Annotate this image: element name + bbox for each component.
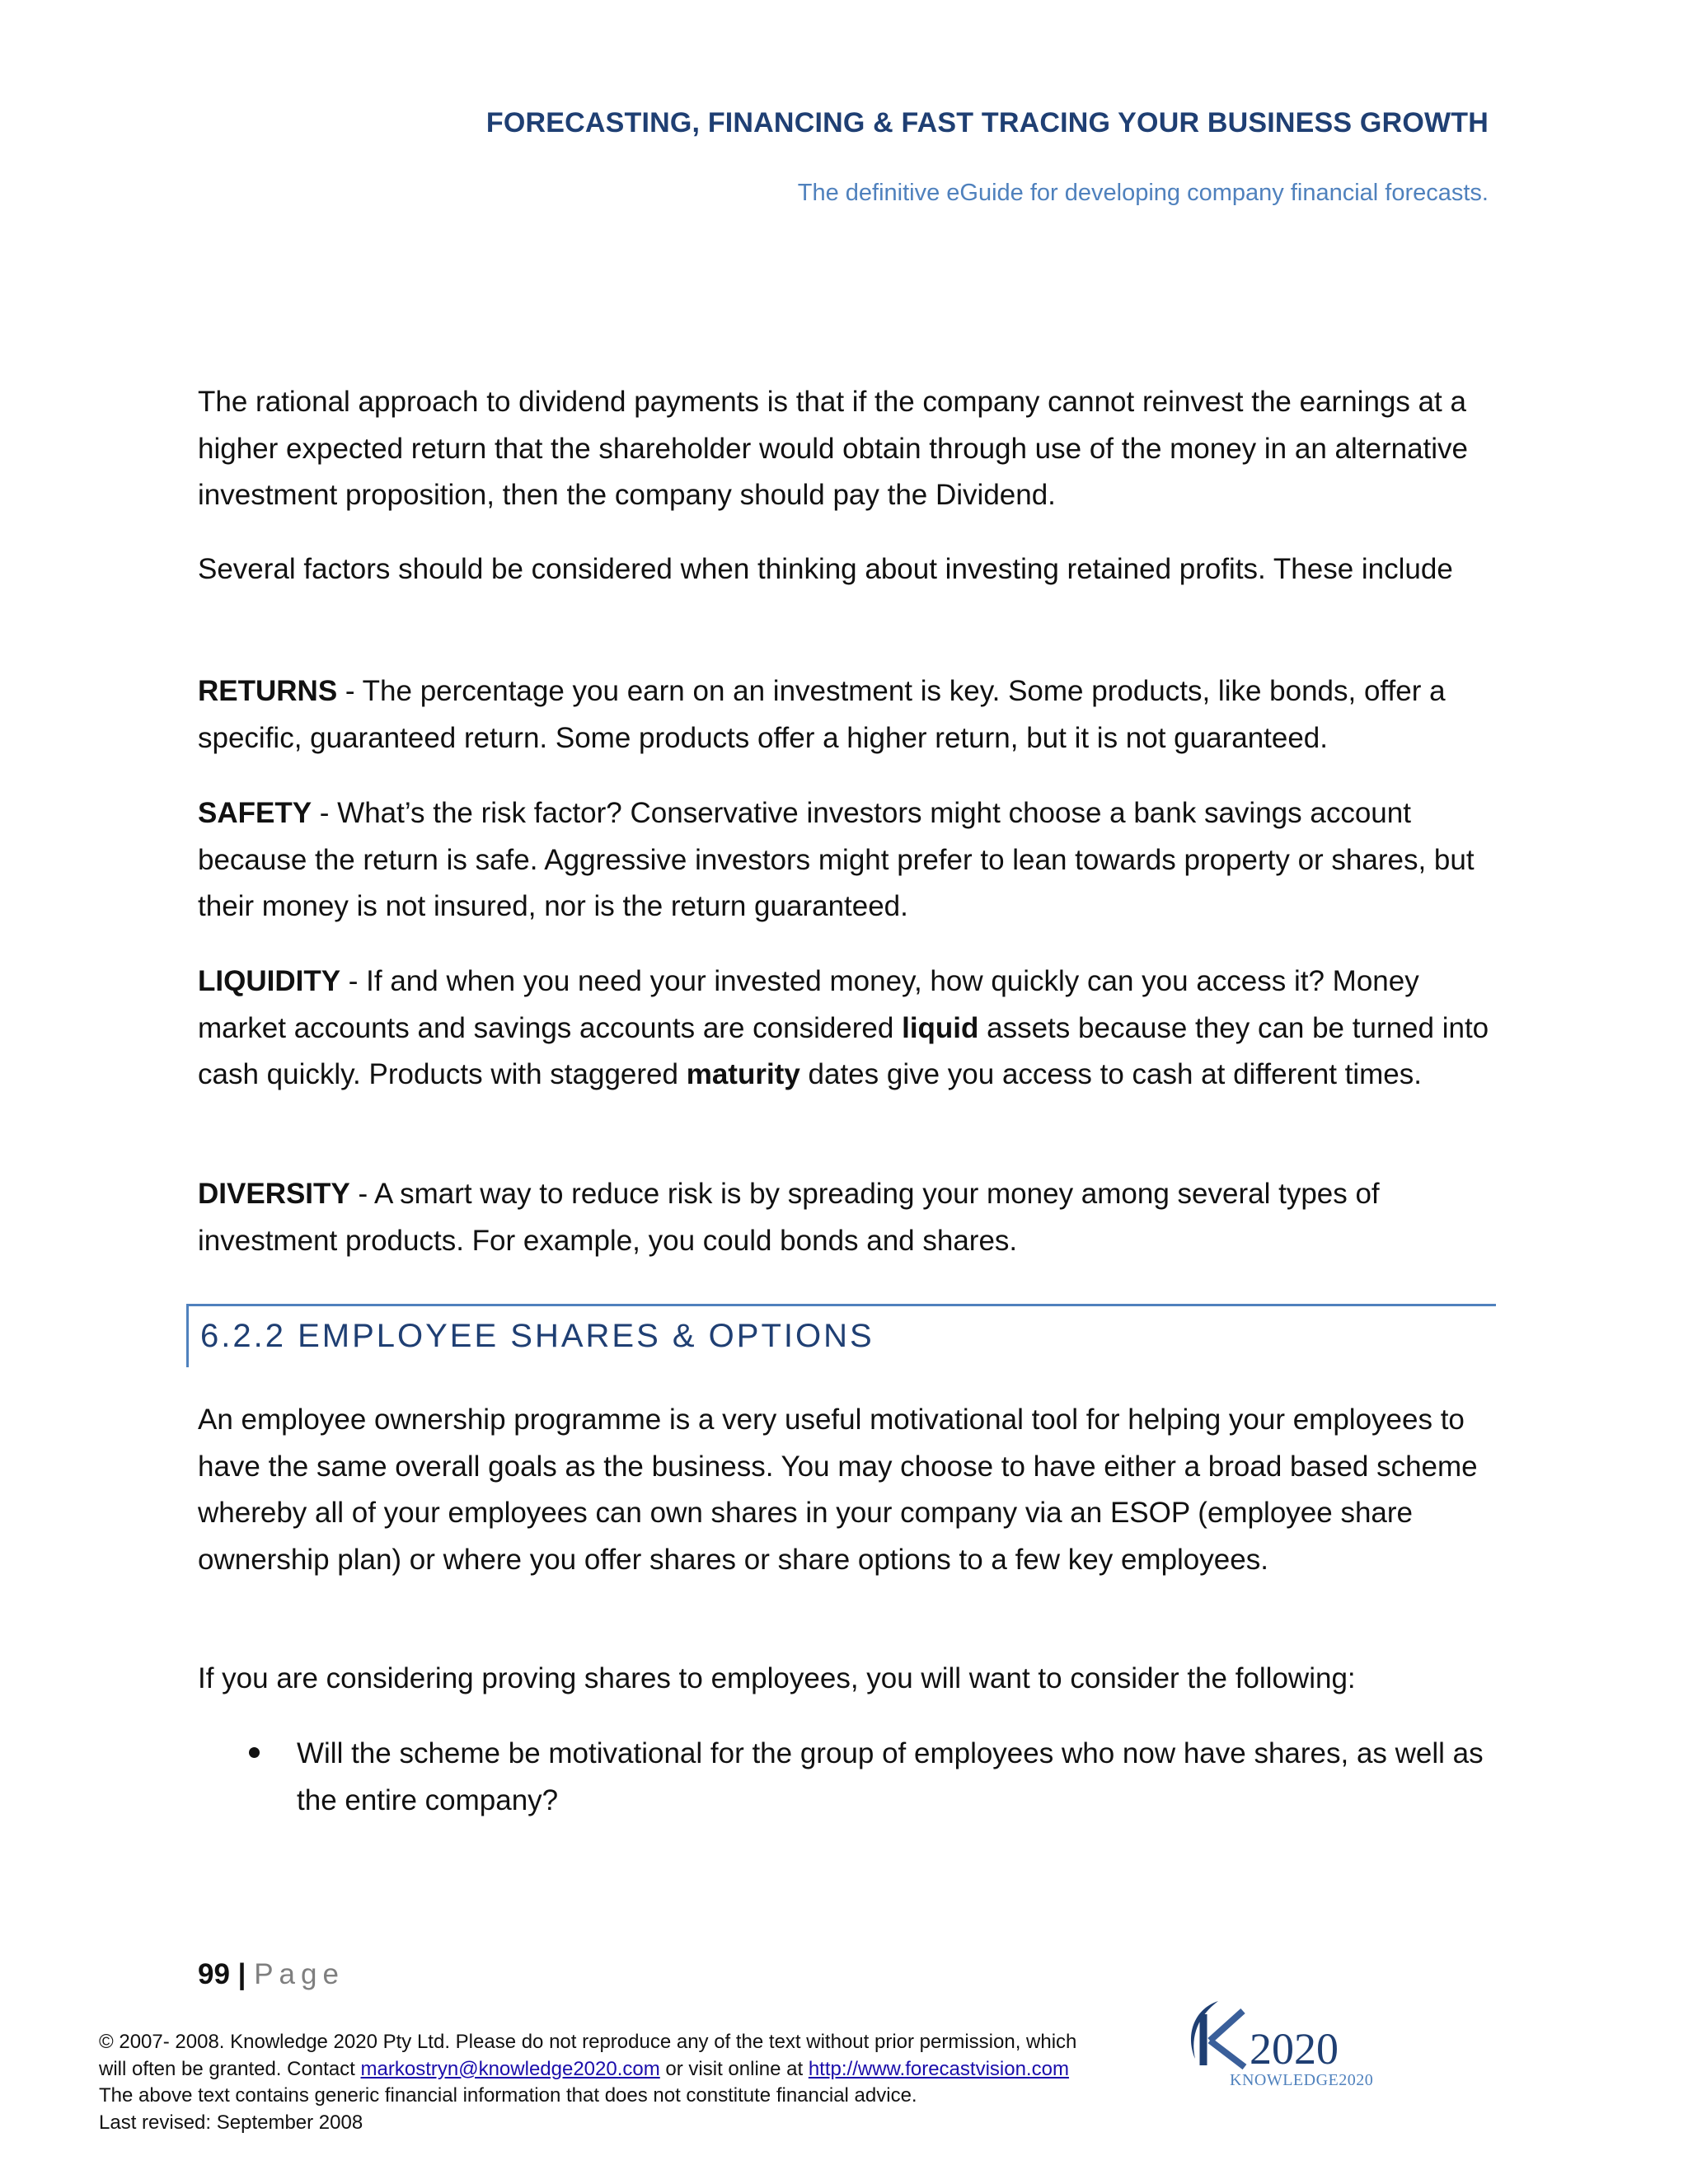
paragraph-text: The rational approach to dividend payments is that if the company cannot reinvest the earnings at a higher expected return that the shareholder would obtain through use of the money in an alternative investment proposition, then the company should pay the Dividend. <box>198 386 1469 511</box>
page-number-value: 99 <box>198 1958 230 1990</box>
term-safety: SAFETY <box>198 797 312 829</box>
paragraph-safety <box>198 790 1500 930</box>
paragraph-esop <box>198 1397 1500 1583</box>
footer-visit-text: or visit online at <box>659 2057 809 2080</box>
term-liquidity: LIQUIDITY <box>198 965 341 997</box>
list-item <box>198 1731 1500 1824</box>
section-heading-box <box>186 1304 1496 1367</box>
logo-k-arms-icon <box>1210 2011 1245 2067</box>
logo-mark-text: 2020 <box>1250 2024 1339 2074</box>
page-number-separator: | <box>229 1958 255 1990</box>
paragraph-liquidity <box>198 958 1500 1099</box>
section-heading: 6.2.2 EMPLOYEE SHARES & OPTIONS <box>200 1318 874 1354</box>
term-maturity: maturity <box>686 1058 800 1090</box>
paragraph-diversity <box>198 1171 1500 1264</box>
paragraph-text: An employee ownership programme is a very useful motivational tool for helping your employees to have the same overall goals as the business. You may choose to have either a broad based scheme whereby all of your employees can own shares in your company via an ESOP (employee share ownership plan) or where you offer shares or share options to a few key employees. <box>198 1404 1478 1576</box>
bullet-list <box>198 1731 1500 1824</box>
liquidity-text-1: - If and when you need your invested money, how quickly can you access it? Money market accounts and savings accounts are considered <box>198 965 1419 1044</box>
footer-contact-text: will often be granted. Contact <box>99 2057 361 2080</box>
term-returns: RETURNS <box>198 675 338 707</box>
footer-copyright: © 2007- 2008. Knowledge 2020 Pty Ltd. Please do not reproduce any of the text without prior permission, which <box>99 2031 1077 2053</box>
paragraph-returns <box>198 668 1500 762</box>
footer-disclaimer: The above text contains generic financial information that does not constitute financial advice. <box>99 2084 917 2107</box>
paragraph-text: If you are considering proving shares to employees, you will want to consider the following: <box>198 1662 1356 1694</box>
header-subtitle: The definitive eGuide for developing company financial forecasts. <box>797 180 1489 206</box>
bullet-icon <box>249 1747 260 1758</box>
liquidity-text-3: dates give you access to cash at different times. <box>799 1058 1422 1090</box>
knowledge2020-logo <box>1179 1994 1426 2093</box>
page-number <box>198 1958 345 1991</box>
diversity-text: - A smart way to reduce risk is by spreading your money among several types of investment products. For example, you could bonds and shares. <box>198 1178 1380 1257</box>
footer <box>99 2029 1170 2136</box>
website-link[interactable]: http://www.forecastvision.com <box>808 2057 1069 2080</box>
list-item-text: Will the scheme be motivational for the group of employees who now have shares, as well as the entire company? <box>297 1737 1484 1816</box>
safety-text: - What’s the risk factor? Conservative investors might choose a bank savings account because the return is safe. Aggressive investors might prefer to lean towards property or shares, but their money is not insured, nor is the return guaranteed. <box>198 797 1475 922</box>
liquidity-text-2: assets because they can be turned into cash quickly. Products with staggered <box>198 1011 1489 1090</box>
term-liquid: liquid <box>902 1011 979 1044</box>
term-diversity: DIVERSITY <box>198 1178 350 1210</box>
paragraph-consider <box>198 1656 1500 1703</box>
email-link[interactable]: markostryn@knowledge2020.com <box>360 2057 660 2080</box>
returns-text: - The percentage you earn on an investment is key. Some products, like bonds, offer a specific, guaranteed return. Some products offer a higher return, but it is not guaranteed. <box>198 675 1446 754</box>
footer-revised: Last revised: September 2008 <box>99 2111 363 2134</box>
paragraph-text: Several factors should be considered when thinking about investing retained profits. These include <box>198 553 1453 585</box>
footer-contact <box>99 2056 1170 2083</box>
page-label: Page <box>254 1958 345 1990</box>
paragraph-factors <box>198 546 1500 593</box>
header-title: FORECASTING, FINANCING & FAST TRACING YOUR BUSINESS GROWTH <box>485 107 1489 138</box>
logo-wordmark: KNOWLEDGE2020 <box>1230 2071 1374 2089</box>
paragraph-dividend <box>198 379 1500 519</box>
